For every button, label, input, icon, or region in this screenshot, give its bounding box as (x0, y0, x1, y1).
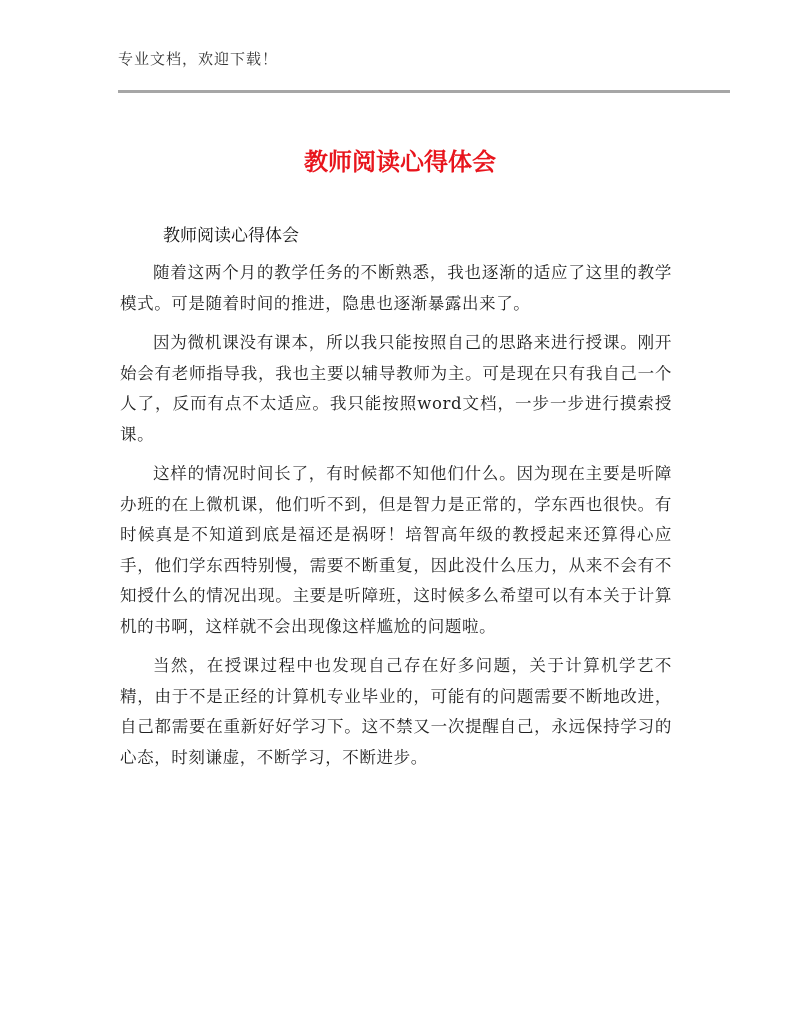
body-paragraph: 随着这两个月的教学任务的不断熟悉，我也逐渐的适应了这里的教学模式。可是随着时间的推进，隐患也逐渐暴露出来了。 (120, 263, 672, 313)
body-paragraph: 这样的情况时间长了，有时候都不知他们什么。因为现在主要是听障办班的在上微机课，他们听不到，但是智力是正常的，学东西也很快。有时候真是不知道到底是福还是祸呀！培智高年级的教授起来还算得心应手，他们学东西特别慢，需要不断重复，因此没什么压力，从来不会有不知授什么的情况出现。主要是听障班，这时候多么希望可以有本关于计算机的书啊，这样就不会出现像这样尴尬的问题啦。 (120, 464, 672, 636)
document-subheading: 教师阅读心得体会 (163, 226, 299, 246)
header-divider (118, 90, 730, 93)
document-title: 教师阅读心得体会 (304, 148, 496, 176)
document-body (120, 258, 672, 782)
header-text: 专业文档，欢迎下载！ (118, 50, 279, 68)
body-paragraph: 当然，在授课过程中也发现自己存在好多问题，关于计算机学艺不精，由于不是正经的计算机专业毕业的，可能有的问题需要不断地改进，自己都需要在重新好好学习下。这不禁又一次提醒自己，永远保持学习的心态，时刻谦虚，不断学习，不断进步。 (120, 656, 672, 767)
body-paragraph: 因为微机课没有课本，所以我只能按照自己的思路来进行授课。刚开始会有老师指导我，我也主要以辅导教师为主。可是现在只有我自己一个人了，反而有点不太适应。我只能按照word文档，一步一步进行摸索授课。 (120, 333, 672, 444)
